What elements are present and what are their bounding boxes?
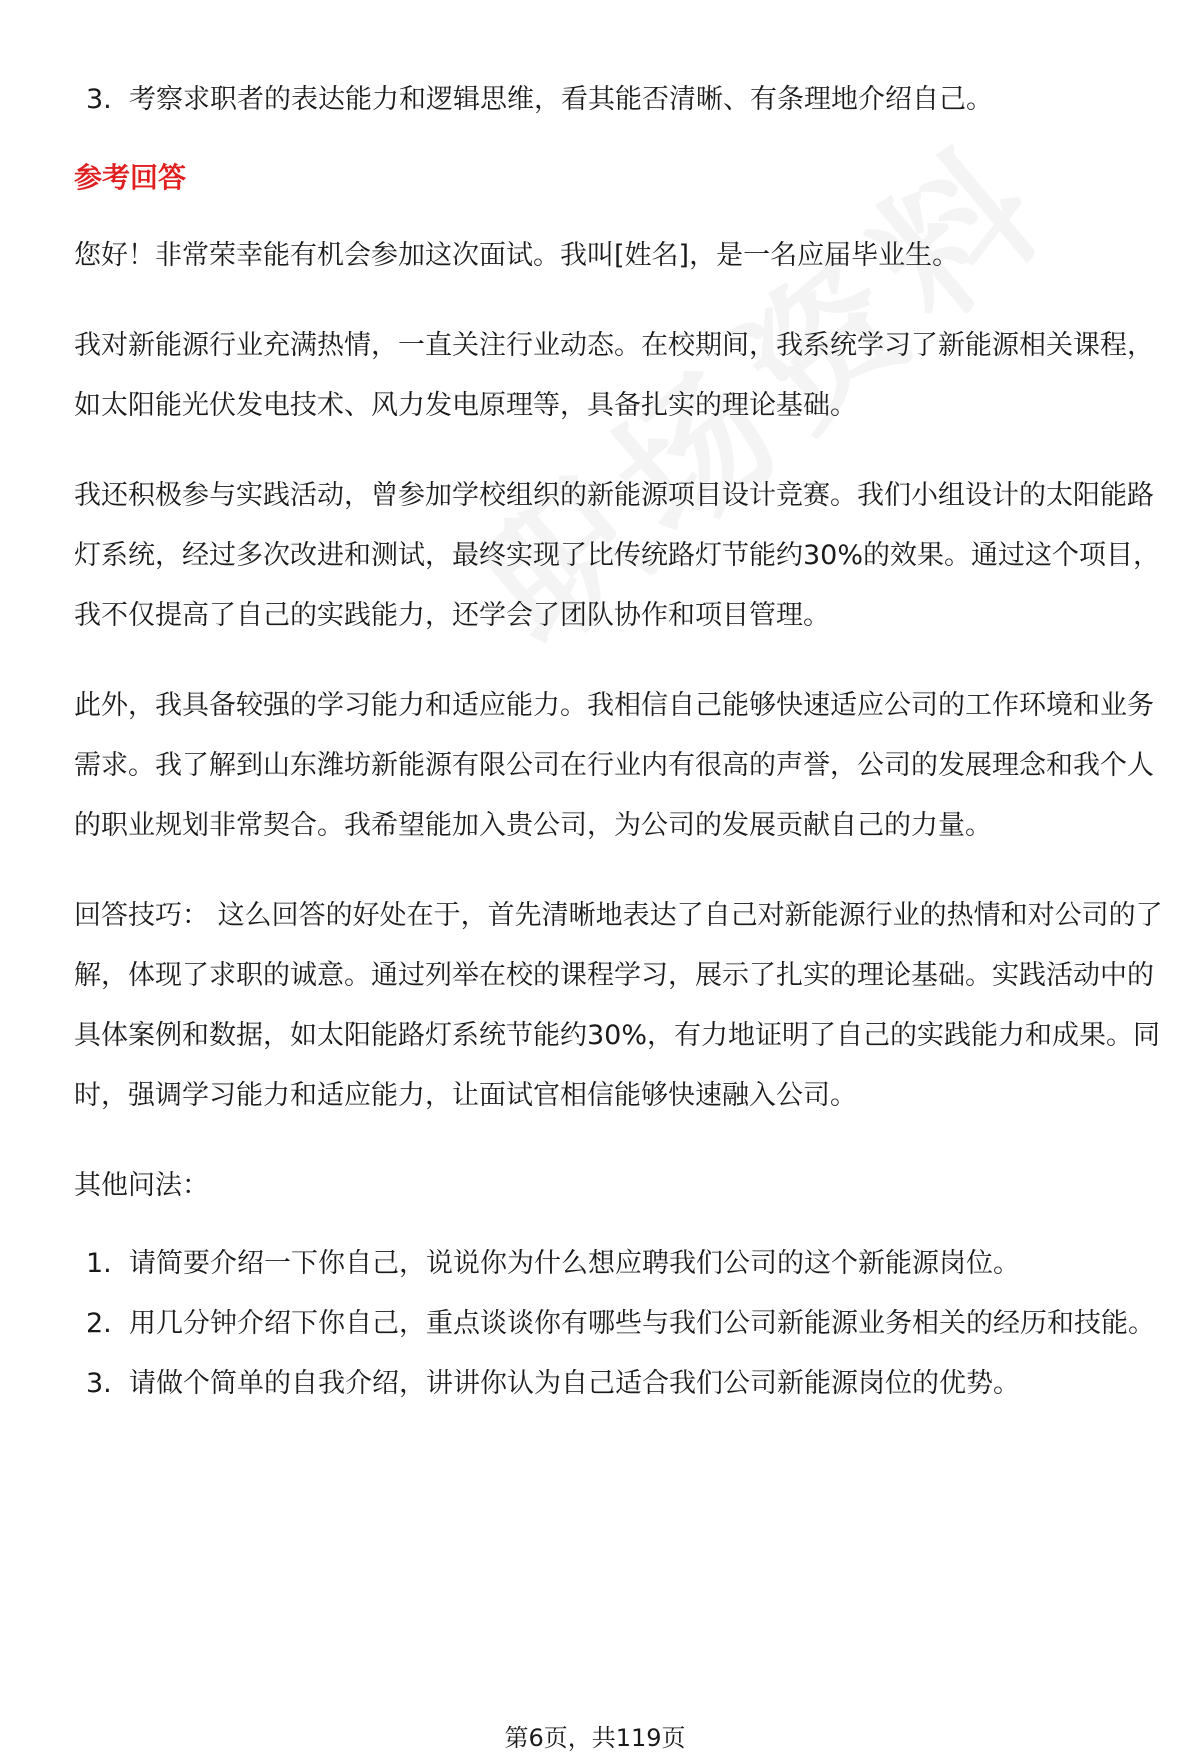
list-item (74, 1234, 1164, 1294)
list-item (74, 70, 1164, 130)
other-questions-list (74, 1234, 1164, 1414)
list-item-number: 3. (86, 1368, 112, 1399)
list-item-number: 1. (86, 1248, 112, 1279)
paragraph-greeting: 您好！非常荣幸能有机会参加这次面试。我叫[姓名]，是一名应届毕业生。 (74, 240, 960, 271)
list-item-text: 请做个简单的自我介绍，讲讲你认为自己适合我们公司新能源岗位的优势。 (129, 1368, 1020, 1399)
paragraph-passion: 我对新能源行业充满热情，一直关注行业动态。在校期间，我系统学习了新能源相关课程，如太阳能光伏发电技术、风力发电原理等，具备扎实的理论基础。 (74, 330, 1154, 421)
other-questions-heading: 其他问法： (74, 1170, 209, 1201)
list-item-text: 考察求职者的表达能力和逻辑思维，看其能否清晰、有条理地介绍自己。 (129, 84, 993, 115)
list-item-number: 2. (86, 1308, 112, 1339)
list-item (74, 1354, 1164, 1414)
answer-heading: 参考回答 (74, 161, 187, 194)
list-item-text: 请简要介绍一下你自己，说说你为什么想应聘我们公司的这个新能源岗位。 (129, 1248, 1020, 1279)
page-number-footer: 第6页，共119页 (504, 1724, 686, 1752)
paragraph-ability: 此外，我具备较强的学习能力和适应能力。我相信自己能够快速适应公司的工作环境和业务需求。我了解到山东潍坊新能源有限公司在行业内有很高的声誉，公司的发展理念和我个人的职业规划非常契合。我希望能加入贵公司，为公司的发展贡献自己的力量。 (74, 690, 1154, 841)
list-item-number: 3. (86, 84, 112, 115)
paragraph-tips: 回答技巧： 这么回答的好处在于，首先清晰地表达了自己对新能源行业的热情和对公司的了解，体现了求职的诚意。通过列举在校的课程学习，展示了扎实的理论基础。实践活动中的具体案例和数据，如太阳能路灯系统节能约30%，有力地证明了自己的实践能力和成果。同时，强调学习能力和适应能力，让面试官相信能够快速融入公司。 (74, 900, 1163, 1111)
list-item (74, 1294, 1164, 1354)
page-content (74, 70, 1164, 1414)
list-item-text: 用几分钟介绍下你自己，重点谈谈你有哪些与我们公司新能源业务相关的经历和技能。 (129, 1308, 1155, 1339)
paragraph-practice: 我还积极参与实践活动，曾参加学校组织的新能源项目设计竞赛。我们小组设计的太阳能路灯系统，经过多次改进和测试，最终实现了比传统路灯节能约30%的效果。通过这个项目，我不仅提高了自己的实践能力，还学会了团队协作和项目管理。 (74, 480, 1161, 631)
intro-list (74, 70, 1164, 130)
